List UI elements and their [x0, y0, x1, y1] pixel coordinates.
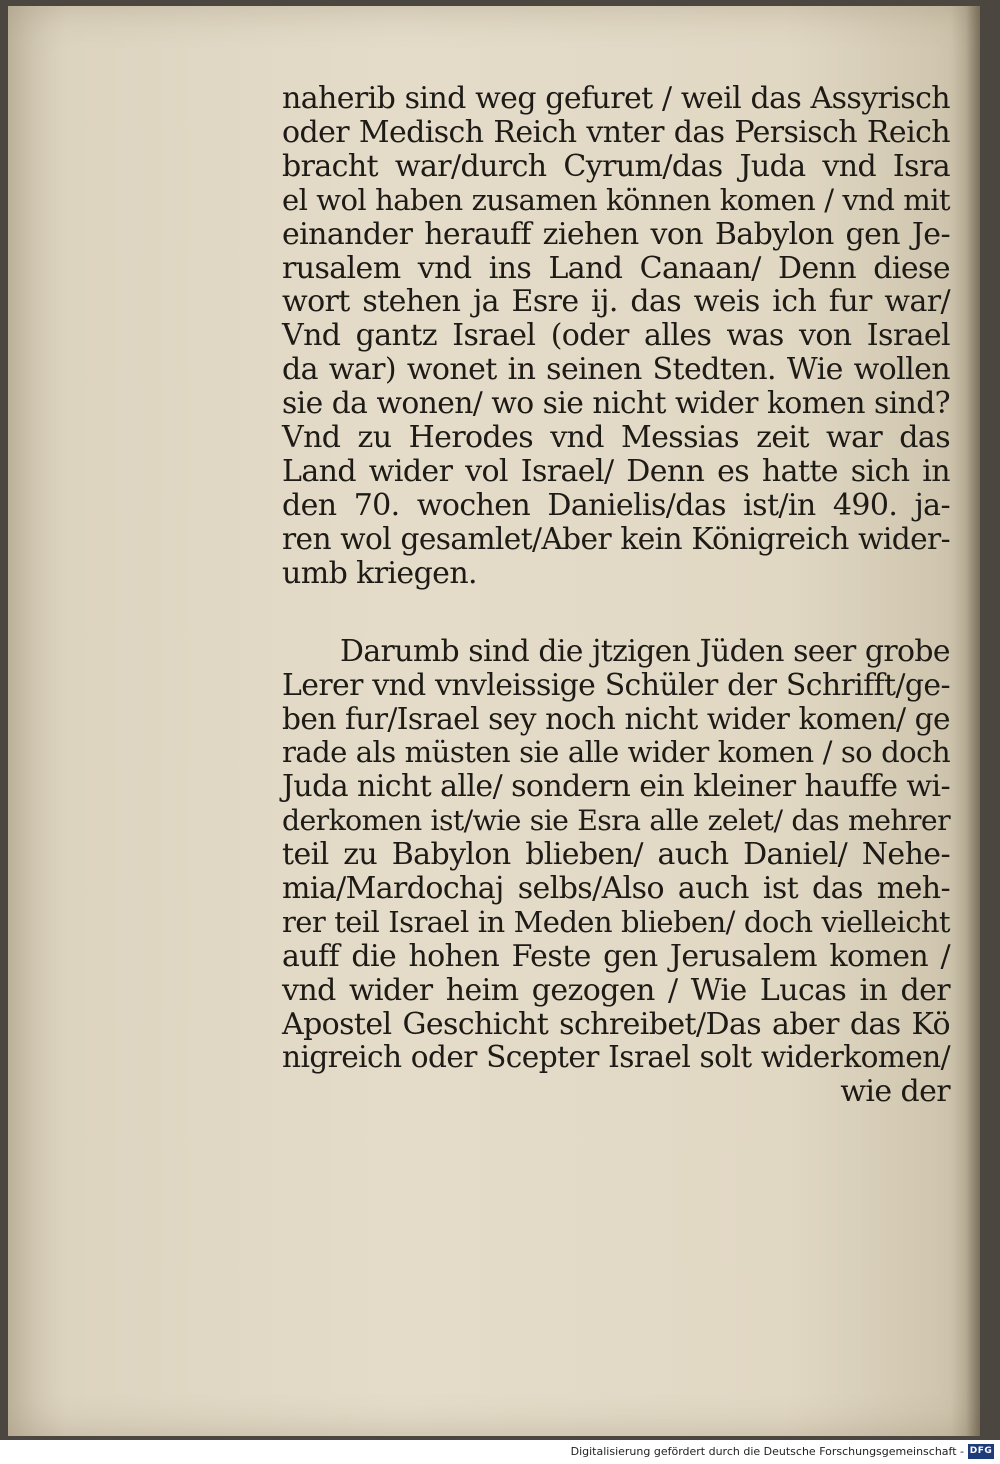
funding-note: Digitalisierung gefördert durch die Deutsche Forschungsgemeinschaft -	[570, 1445, 964, 1458]
paragraph-2	[282, 635, 950, 1110]
text-line: da war) wonet in seinen Stedten. Wie wollen	[282, 352, 950, 388]
text-line: derkomen ist/wie sie Esra alle zelet/ das mehrer	[282, 804, 950, 838]
text-line: Juda nicht alle/ sondern ein kleiner hauffe wi-	[282, 769, 950, 805]
paragraph-gap	[282, 591, 950, 635]
text-line: rade als müsten sie alle wider komen / so doch	[282, 735, 950, 770]
text-line: einander herauff ziehen von Babylon gen Je-	[282, 216, 950, 252]
catchword: wie der	[840, 1074, 950, 1110]
text-line: oder Medisch Reich vnter das Persisch Reich	[282, 114, 950, 150]
text-line: ben fur/Israel sey noch nicht wider komen/ ge	[282, 701, 950, 737]
text-line: ren wol gesamlet/Aber kein Königreich wider-	[282, 521, 950, 556]
text-line: teil zu Babylon blieben/ auch Daniel/ Nehe-	[282, 837, 950, 873]
text-line: Apostel Geschicht schreibet/Das aber das Kö	[282, 1006, 950, 1042]
text-line: umb kriegen.	[282, 555, 477, 591]
page-text-block	[282, 82, 950, 1109]
text-line: Vnd zu Herodes vnd Messias zeit war das	[282, 420, 950, 456]
text-line: bracht war/durch Cyrum/das Juda vnd Isra	[282, 148, 950, 184]
text-line: auff die hohen Feste gen Jerusalem komen /	[282, 938, 950, 974]
text-line: Vnd gantz Israel (oder alles was von Israel	[282, 318, 950, 354]
digitization-footer	[0, 1440, 1000, 1464]
text-line: naherib sind weg gefuret / weil das Assyrisch	[282, 81, 950, 116]
text-line: mia/Mardochaj selbs/Also auch ist das meh-	[282, 870, 950, 906]
text-line: el wol haben zusamen können komen / vnd mit	[282, 182, 950, 217]
text-line: sie da wonen/ wo sie nicht wider komen sind?	[282, 386, 950, 422]
text-line: Land wider vol Israel/ Denn es hatte sich in	[282, 453, 950, 489]
text-line: vnd wider heim gezogen / Wie Lucas in der	[282, 972, 950, 1008]
page-gutter-shadow	[966, 6, 980, 1436]
dfg-logo-icon: DFG	[968, 1444, 994, 1459]
text-line: Darumb sind die jtzigen Jüden seer grobe	[340, 633, 950, 669]
text-line: rer teil Israel in Meden blieben/ doch vielleicht	[282, 904, 950, 939]
text-line: rusalem vnd ins Land Canaan/ Denn diese	[282, 250, 950, 286]
paragraph-1	[282, 82, 950, 591]
text-line: den 70. wochen Danielis/das ist/in 490. ja-	[282, 487, 950, 523]
text-line: nigreich oder Scepter Israel solt widerkomen/	[282, 1040, 950, 1075]
text-line: wort stehen ja Esre ij. das weis ich fur war/	[282, 284, 950, 320]
text-line: Lerer vnd vnvleissige Schüler der Schrifft/ge-	[282, 667, 950, 703]
